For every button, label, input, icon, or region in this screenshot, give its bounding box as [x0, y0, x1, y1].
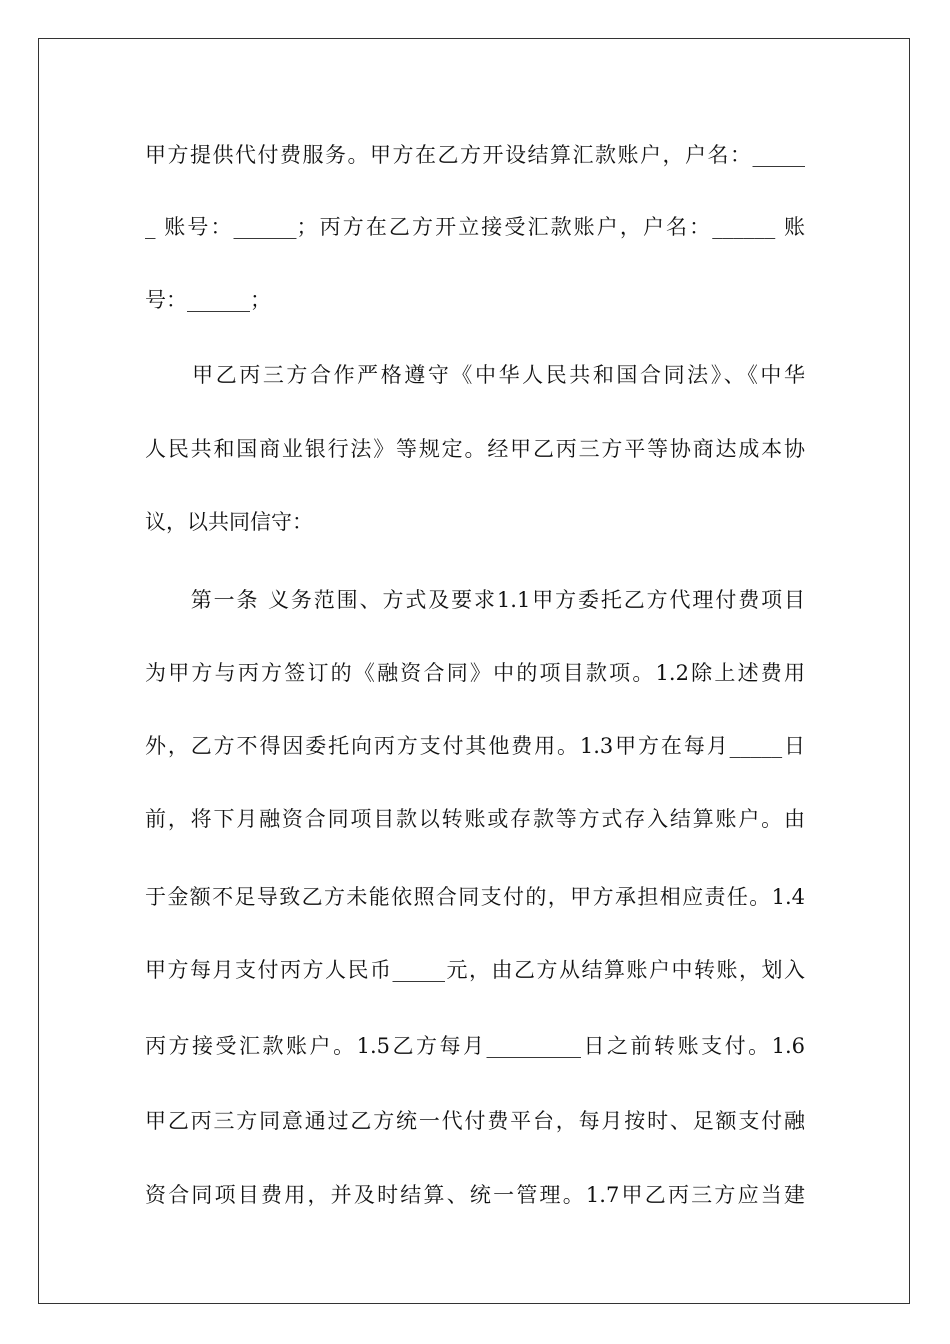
text-line-12: 甲方每月支付丙方人民币_____元，由乙方从结算账户中转账，划入	[145, 958, 805, 982]
text-line-6: 议，以共同信守：	[145, 510, 313, 534]
text-line-10: 前，将下月融资合同项目款以转账或存款等方式存入结算账户。由	[145, 807, 805, 831]
text-line-4: 甲乙丙三方合作严格遵守《中华人民共和国合同法》、《中华	[145, 363, 805, 387]
text-line-5: 人民共和国商业银行法》等规定。经甲乙丙三方平等协商达成本协	[145, 437, 805, 461]
text-line-1: 甲方提供代付费服务。甲方在乙方开设结算汇款账户，户名：_____	[145, 143, 805, 167]
text-line-7: 第一条 义务范围、方式及要求1.1甲方委托乙方代理付费项目	[145, 588, 805, 612]
text-line-9: 外，乙方不得因委托向丙方支付其他费用。1.3甲方在每月_____日	[145, 734, 805, 758]
text-line-3: 号：______；	[145, 288, 271, 312]
text-line-2: _ 账号：______；丙方在乙方开立接受汇款账户，户名：______ 账	[145, 215, 805, 239]
text-line-11: 于金额不足导致乙方未能依照合同支付的，甲方承担相应责任。1.4	[145, 885, 805, 909]
text-line-13: 丙方接受汇款账户。1.5乙方每月_________日之前转账支付。1.6	[145, 1034, 805, 1058]
text-line-8: 为甲方与丙方签订的《融资合同》中的项目款项。1.2除上述费用	[145, 661, 805, 685]
text-line-15: 资合同项目费用，并及时结算、统一管理。1.7甲乙丙三方应当建	[145, 1183, 805, 1207]
text-line-14: 甲乙丙三方同意通过乙方统一代付费平台，每月按时、足额支付融	[145, 1109, 805, 1133]
